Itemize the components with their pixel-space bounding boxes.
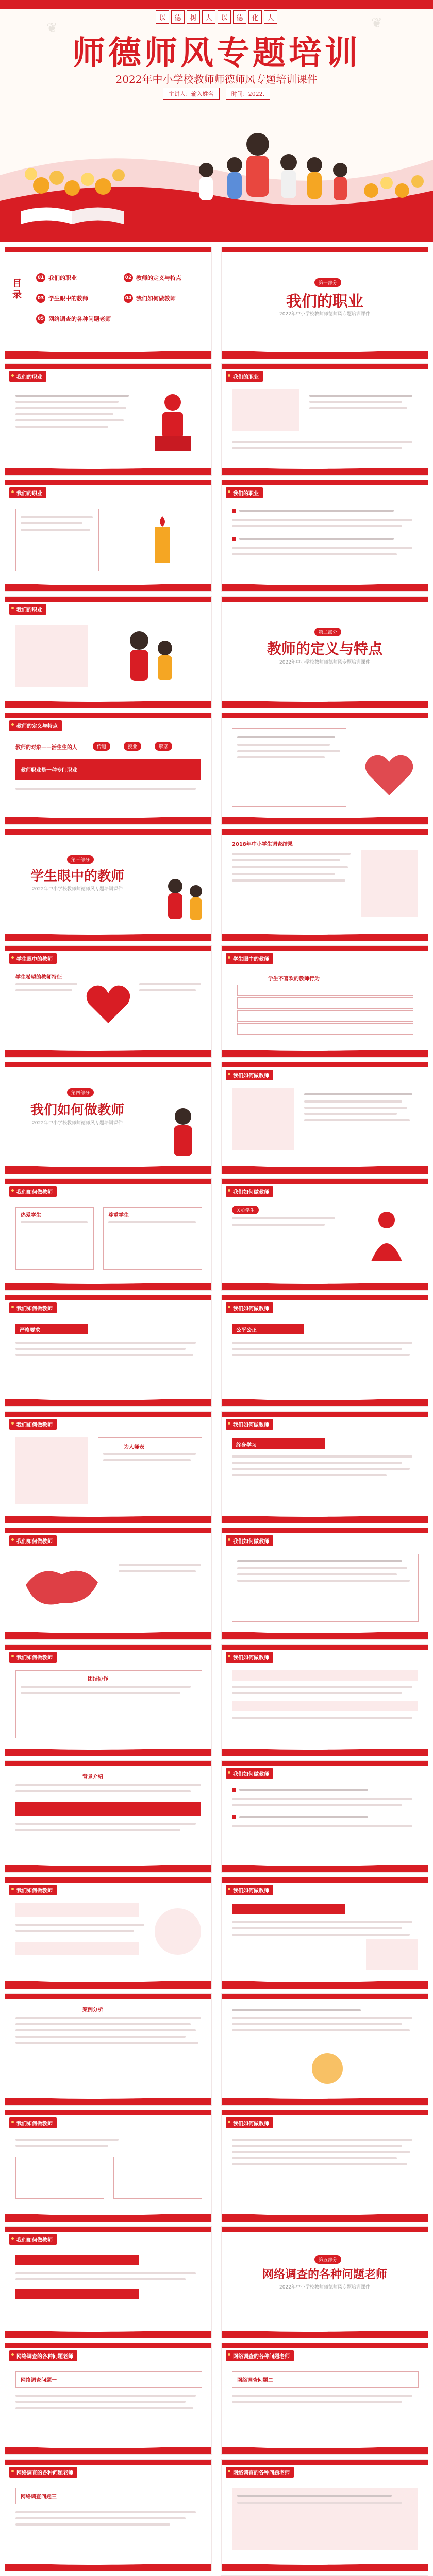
- slide-wave: [222, 1865, 428, 1872]
- slide-wave: [5, 817, 211, 824]
- cover-title: 师德师风专题培训: [72, 35, 361, 73]
- slide-header: 网络调查的各种问题老师: [9, 2467, 77, 2478]
- section-slide-5: [222, 2227, 428, 2338]
- slide-band: [5, 364, 211, 369]
- slide-wave: [5, 1865, 211, 1872]
- toc-number: 03: [36, 294, 45, 303]
- slide-header: 我们如何做教师: [9, 2234, 57, 2245]
- slogan-char: 以: [156, 10, 169, 24]
- content-slide: [222, 946, 428, 1057]
- slide-wave: [5, 2098, 211, 2105]
- slide-wave: [5, 1050, 211, 1057]
- flow-step: 授业: [124, 742, 141, 751]
- content-slide: [5, 1994, 211, 2105]
- slide-band: [5, 1528, 211, 1533]
- cover-slide: [0, 0, 433, 242]
- slide-band: [5, 713, 211, 718]
- slide-header: 我们的职业: [9, 371, 46, 382]
- toc-text: 网络调查的各种问题老师: [48, 316, 111, 323]
- slide-band: [222, 1645, 428, 1650]
- section-title: 我们如何做教师: [30, 1103, 124, 1118]
- toc-item[interactable]: [36, 314, 111, 324]
- slide-header: 我们如何做教师: [226, 2117, 273, 2128]
- item-title: 尊重学生: [108, 1213, 129, 1218]
- slide-band: [5, 2460, 211, 2465]
- slide-header: 我们如何做教师: [9, 1652, 57, 1663]
- part-label: 第一部分: [314, 278, 341, 287]
- slide-band: [222, 713, 428, 718]
- slide-band: [222, 2227, 428, 2232]
- toc-text: 教师的定义与特点: [136, 275, 181, 281]
- part-label: 第三部分: [67, 855, 94, 864]
- slogan-char: 人: [202, 10, 215, 24]
- toc-item[interactable]: [124, 273, 181, 282]
- content-slide: [5, 2110, 211, 2222]
- slide-header: 我们如何做教师: [9, 1885, 57, 1895]
- slide-wave: [5, 2331, 211, 2338]
- toc-label: 目录: [12, 278, 22, 300]
- slide-wave: [222, 2098, 428, 2105]
- section-title: 教师的定义与特点: [267, 640, 382, 657]
- question-label: 网络调查问题三: [21, 2494, 57, 2500]
- slide-header: 网络调查的各种问题老师: [226, 2350, 294, 2361]
- content-slide: [222, 1295, 428, 1406]
- item-title: 为人师表: [124, 1445, 144, 1450]
- section-slide-3: [5, 829, 211, 941]
- toc-item[interactable]: [36, 294, 88, 303]
- toc-number: 04: [124, 294, 133, 303]
- slide-wave: [5, 2564, 211, 2571]
- slide-wave: [222, 1283, 428, 1290]
- slide-wave: [222, 701, 428, 708]
- content-slide: [5, 2343, 211, 2454]
- slide-header: 我们如何做教师: [226, 1419, 273, 1430]
- toc-text: 我们的职业: [48, 275, 77, 281]
- slide-band: [5, 480, 211, 485]
- slide-header: 我们如何做教师: [9, 1302, 57, 1313]
- section-title: 学生眼中的教师: [30, 869, 124, 884]
- section-title: 网络调查的各种问题老师: [262, 2268, 387, 2281]
- slide-band: [222, 1179, 428, 1184]
- slide-band: [5, 1877, 211, 1883]
- slide-band: [222, 1994, 428, 1999]
- slide-wave: [222, 1399, 428, 1406]
- content-slide: [222, 1528, 428, 1639]
- toc-number: 01: [36, 273, 45, 282]
- slide-wave: [5, 1749, 211, 1756]
- slide-band: [5, 1761, 211, 1766]
- slide-header: 我们如何做教师: [9, 2117, 57, 2128]
- slide-wave: [222, 2331, 428, 2338]
- heart-icon: [82, 977, 134, 1028]
- slide-band: [222, 1412, 428, 1417]
- slide-wave: [222, 1981, 428, 1989]
- slide-band: [5, 1645, 211, 1650]
- def-quote: 教师职业是一种专门职业: [21, 768, 77, 773]
- part-label: 第五部分: [314, 2255, 341, 2264]
- slide-wave: [5, 2447, 211, 2454]
- slide-wave: [222, 1050, 428, 1057]
- content-slide: [222, 1994, 428, 2105]
- slide-wave: [5, 584, 211, 591]
- slide-band: [5, 597, 211, 602]
- slide-subtitle: 2018年中小学生调查结果: [232, 842, 293, 848]
- slide-header: 网络调查的各种问题老师: [9, 2350, 77, 2361]
- flow-label: 教师的对象——活生生的人: [15, 745, 77, 751]
- slide-header: 我们如何做教师: [9, 1186, 57, 1197]
- slide-band: [222, 480, 428, 485]
- content-slide: [5, 597, 211, 708]
- slide-band: [222, 946, 428, 951]
- slide-header: 我们如何做教师: [9, 1535, 57, 1546]
- content-slide: [222, 713, 428, 824]
- slide-header: 学生眼中的教师: [226, 953, 273, 964]
- content-slide: [5, 1528, 211, 1639]
- slide-header: 我们如何做教师: [226, 1652, 273, 1663]
- slide-wave: [222, 1166, 428, 1174]
- section-slide-4: [5, 1062, 211, 1174]
- slide-header: 我们如何做教师: [226, 1186, 273, 1197]
- content-slide: [222, 1062, 428, 1174]
- slide-header: 我们如何做教师: [226, 1302, 273, 1313]
- dove-icon: ❦: [46, 21, 58, 36]
- dove-icon: ❦: [371, 15, 382, 31]
- cover-meta: [0, 88, 433, 100]
- slide-wave: [222, 584, 428, 591]
- time-label: 时间：2022.: [226, 88, 271, 100]
- teacher-icon: [155, 1104, 211, 1165]
- slide-band: [5, 1062, 211, 1067]
- slide-band: [222, 2110, 428, 2115]
- slide-header: 我们如何做教师: [226, 1885, 273, 1895]
- content-slide: [222, 364, 428, 475]
- slide-header: 学生眼中的教师: [9, 953, 57, 964]
- slide-wave: [222, 934, 428, 941]
- slide-band: [222, 597, 428, 602]
- slide-wave: [5, 351, 211, 359]
- section-caption: 2022年中小学校教师师德师风专题培训课件: [32, 887, 123, 892]
- content-slide: [5, 2460, 211, 2571]
- slide-header: 我们的职业: [226, 487, 263, 498]
- content-slide: [5, 1295, 211, 1406]
- content-slide: [222, 1645, 428, 1756]
- part-label: 第四部分: [67, 1088, 94, 1097]
- slogan-char: 以: [218, 10, 231, 24]
- slogan-char: 树: [187, 10, 200, 24]
- slide-header: 我们如何做教师: [226, 1070, 273, 1080]
- content-slide: [5, 1761, 211, 1872]
- slide-band: [5, 2227, 211, 2232]
- slide-wave: [5, 1516, 211, 1523]
- content-slide: [5, 1877, 211, 1989]
- section-slide-2: [222, 597, 428, 708]
- content-slide: [5, 1179, 211, 1290]
- section-caption: 2022年中小学校教师师德师风专题培训课件: [279, 312, 370, 317]
- content-slide: [5, 480, 211, 591]
- toc-item[interactable]: [124, 294, 176, 303]
- slide-band: [222, 364, 428, 369]
- map-icon: [15, 1554, 108, 1621]
- section-title: 我们的职业: [286, 293, 363, 311]
- slide-band: [222, 829, 428, 835]
- slide-header: 教师的定义与特点: [9, 720, 62, 731]
- slide-wave: [222, 351, 428, 359]
- content-slide: [222, 1761, 428, 1872]
- content-slide: [5, 713, 211, 824]
- item-title: 关心学生: [232, 1206, 259, 1214]
- content-slide: [222, 1412, 428, 1523]
- cover-subtitle: 2022年中小学校教师师德师风专题培训课件: [115, 73, 318, 86]
- slide-wave: [5, 1399, 211, 1406]
- teacher-podium-icon: [144, 389, 201, 456]
- slide-header: 我们如何做教师: [9, 1419, 57, 1430]
- toc-text: 学生眼中的教师: [48, 295, 88, 302]
- slide-band: [5, 2343, 211, 2348]
- slide-header: 我们的职业: [9, 487, 46, 498]
- flow-step: 传道: [93, 742, 110, 751]
- question-label: 网络调查问题二: [237, 2378, 273, 2383]
- slide-band: [5, 829, 211, 835]
- content-slide: [5, 946, 211, 1057]
- slide-band: [5, 1994, 211, 1999]
- content-slide: [5, 1412, 211, 1523]
- slide-wave: [5, 2214, 211, 2222]
- slide-wave: [5, 934, 211, 941]
- students-icon: [155, 871, 211, 933]
- toc-slide: [5, 247, 211, 359]
- content-slide: [5, 364, 211, 475]
- content-slide: [5, 2227, 211, 2338]
- item-title: 团结协作: [88, 1676, 108, 1682]
- heart-hand-icon: [356, 734, 423, 811]
- content-slide: [5, 1645, 211, 1756]
- slide-band: [222, 247, 428, 252]
- slide-header: 我们如何做教师: [226, 1535, 273, 1546]
- item-title: 终身学习: [236, 1443, 257, 1448]
- cover-illustration: [0, 113, 433, 242]
- slide-header: 我们的职业: [9, 604, 46, 615]
- item-title: 热爱学生: [21, 1213, 41, 1218]
- toc-text: 我们如何做教师: [136, 295, 176, 302]
- part-label: 第二部分: [314, 628, 341, 636]
- slide-subtitle: 背景介绍: [82, 1774, 103, 1780]
- content-slide: [222, 2110, 428, 2222]
- content-slide: [222, 2460, 428, 2571]
- slide-band: [222, 1761, 428, 1766]
- candle-icon: [124, 506, 201, 573]
- content-slide: [222, 1179, 428, 1290]
- slide-band: [5, 2110, 211, 2115]
- slide-band: [222, 2343, 428, 2348]
- slogan-char: 德: [233, 10, 246, 24]
- slide-wave: [222, 2447, 428, 2454]
- slide-wave: [5, 1632, 211, 1639]
- slide-wave: [222, 1516, 428, 1523]
- section-caption: 2022年中小学校教师师德师风专题培训课件: [279, 660, 370, 665]
- cover-top-band: [0, 0, 433, 9]
- slide-subtitle: 学生希望的教师特征: [15, 975, 62, 980]
- slide-band: [5, 1179, 211, 1184]
- slide-header: 我们如何做教师: [226, 1768, 273, 1779]
- slide-subtitle: 案例分析: [82, 2007, 103, 2013]
- slide-wave: [222, 2564, 428, 2571]
- section-caption: 2022年中小学校教师师德师风专题培训课件: [32, 1121, 123, 1126]
- slide-subtitle: 学生不喜欢的教师行为: [268, 976, 320, 982]
- section-caption: 2022年中小学校教师师德师风专题培训课件: [279, 2285, 370, 2290]
- slide-band: [222, 1062, 428, 1067]
- slide-band: [222, 1877, 428, 1883]
- flow-step: 解惑: [155, 742, 172, 751]
- item-title: 公平公正: [236, 1328, 257, 1333]
- presenter-label: 主讲人：输入姓名: [163, 88, 220, 100]
- slide-band: [5, 247, 211, 252]
- slide-wave: [5, 468, 211, 475]
- slide-wave: [5, 1283, 211, 1290]
- slide-band: [222, 2460, 428, 2465]
- slide-band: [222, 1528, 428, 1533]
- item-title: 严格要求: [20, 1328, 40, 1333]
- slogan-char: 化: [248, 10, 262, 24]
- section-slide-1: [222, 247, 428, 359]
- slide-header: 网络调查的各种问题老师: [226, 2467, 294, 2478]
- slide-wave: [5, 701, 211, 708]
- slide-wave: [222, 2214, 428, 2222]
- content-slide: [222, 1877, 428, 1989]
- cover-slogan: [0, 10, 433, 24]
- toc-number: 05: [36, 314, 45, 324]
- toc-number: 02: [124, 273, 133, 282]
- slide-header: 我们的职业: [226, 371, 263, 382]
- slide-wave: [222, 468, 428, 475]
- slide-wave: [222, 1632, 428, 1639]
- slide-wave: [222, 1749, 428, 1756]
- question-label: 网络调查问题一: [21, 2378, 57, 2383]
- slide-band: [222, 1295, 428, 1300]
- slogan-char: 德: [171, 10, 185, 24]
- family-illustration: [108, 620, 201, 692]
- slogan-char: 人: [264, 10, 277, 24]
- slide-wave: [5, 1981, 211, 1989]
- mother-child-icon: [351, 1205, 423, 1272]
- toc-item[interactable]: [36, 273, 77, 282]
- hands-icon: [299, 2045, 356, 2092]
- slide-wave: [222, 817, 428, 824]
- slide-band: [5, 946, 211, 951]
- content-slide: [222, 480, 428, 591]
- slide-wave: [5, 1166, 211, 1174]
- slide-band: [5, 1412, 211, 1417]
- content-slide: [222, 829, 428, 941]
- slide-band: [5, 1295, 211, 1300]
- content-slide: [222, 2343, 428, 2454]
